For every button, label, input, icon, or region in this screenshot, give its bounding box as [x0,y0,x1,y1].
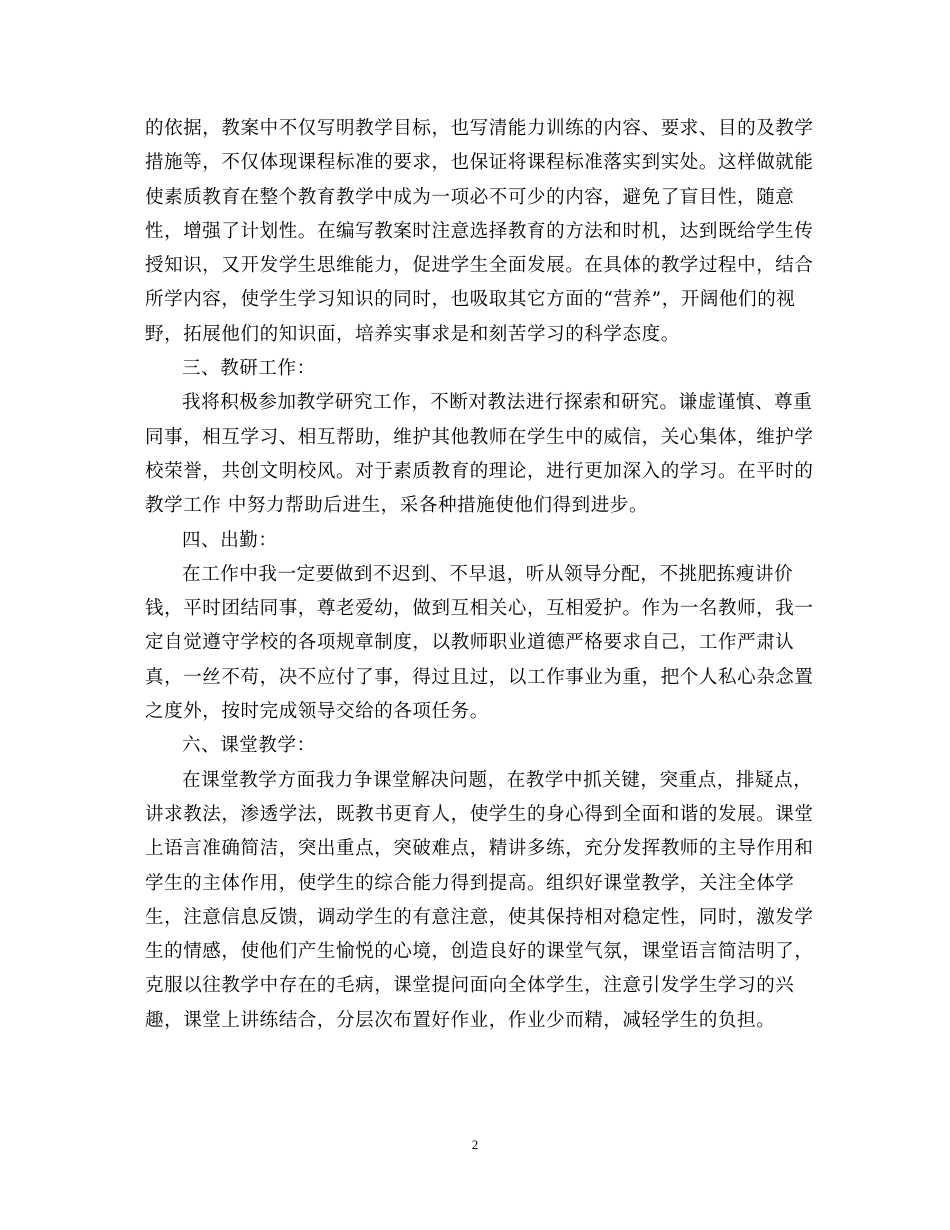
text-line: 讲求教法，渗透学法，既教书更育人，使学生的身心得到全面和谐的发展。课堂 [145,803,814,825]
text-line: 真，一丝不苟，决不应付了事，得过且过，以工作事业为重，把个人私心杂念置 [145,666,814,688]
text-line: 同事，相互学习、相互帮助，维护其他教师在学生中的威信，关心集体，维护学 [145,426,814,448]
text-line: 使素质教育在整个教育教学中成为一项必不可少的内容，避免了盲目性，随意 [145,186,795,208]
section-heading-attendance [145,524,805,558]
text-line: 野，拓展他们的知识面，培养实事求是和刻苦学习的科学态度。 [145,323,680,345]
section-heading: 六、课堂教学： [182,735,316,757]
text-line: 生，注意信息反馈，调动学生的有意注意，使其保持相对稳定性，同时，激发学 [145,906,814,928]
paragraph-classroom [145,764,814,1038]
text-line: 上语言准确简洁，突出重点，突破难点，精讲多练，充分发挥教师的主导作用和 [145,838,814,860]
document-body [145,112,814,1038]
text-line: 趣，课堂上讲练结合，分层次布置好作业，作业少而精，减轻学生的负担。 [145,1009,776,1031]
text-line: 我将积极参加教学研究工作，不断对教法进行探索和研究。谦虚谨慎、尊重 [182,392,813,414]
text-line: 的依据，教案中不仅写明教学目标，也写清能力训练的内容、要求、目的及教学 [145,118,814,139]
section-heading: 三、教研工作： [182,358,316,380]
paragraph-attendance [145,558,814,729]
text-line: 授知识，又开发学生思维能力，促进学生全面发展。在具体的教学过程中，结合 [145,255,814,277]
text-line: 定自觉遵守学校的各项规章制度，以教师职业道德严格要求自己，工作严肃认 [145,632,795,654]
section-heading: 四、出勤： [182,529,278,551]
text-line: 在工作中我一定要做到不迟到、不早退，听从领导分配，不挑肥拣瘦讲价 [182,563,794,585]
text-line: 教学工作 中努力帮助后进生，采各种措施使他们得到进步。 [145,495,649,517]
text-line: 学生的主体作用，使学生的综合能力得到提高。组织好课堂教学，关注全体学 [145,872,795,894]
page-number: 2 [471,1137,479,1152]
text-line: 性，增强了计划性。在编写教案时注意选择教育的方法和时机，达到既给学生传 [145,220,814,242]
text-line: 校荣誉，共创文明校风。对于素质教育的理论，进行更加深入的学习。在平时的 [145,460,814,482]
text-line: 生的情感，使他们产生愉悦的心境，创造良好的课堂气氛，课堂语言简洁明了， [145,941,814,963]
paragraph-continuation [145,112,814,352]
paragraph-research [145,386,814,523]
section-heading-research [145,352,805,386]
text-line: 之度外，按时完成领导交给的各项任务。 [145,701,489,723]
text-line: 钱，平时团结同事，尊老爱幼，做到互相关心，互相爱护。作为一名教师，我一 [145,598,814,620]
text-line: 措施等，不仅体现课程标准的要求，也保证将课程标准落实到实处。这样做就能 [145,152,814,174]
text-line: 所学内容，使学生学习知识的同时，也吸取其它方面的“营养”，开阔他们的视 [145,289,796,311]
text-line: 在课堂教学方面我力争课堂解决问题，在教学中抓关键，突重点，排疑点， [182,769,813,791]
section-heading-classroom [145,729,805,763]
text-line: 克服以往教学中存在的毛病，课堂提问面向全体学生，注意引发学生学习的兴 [145,975,795,997]
